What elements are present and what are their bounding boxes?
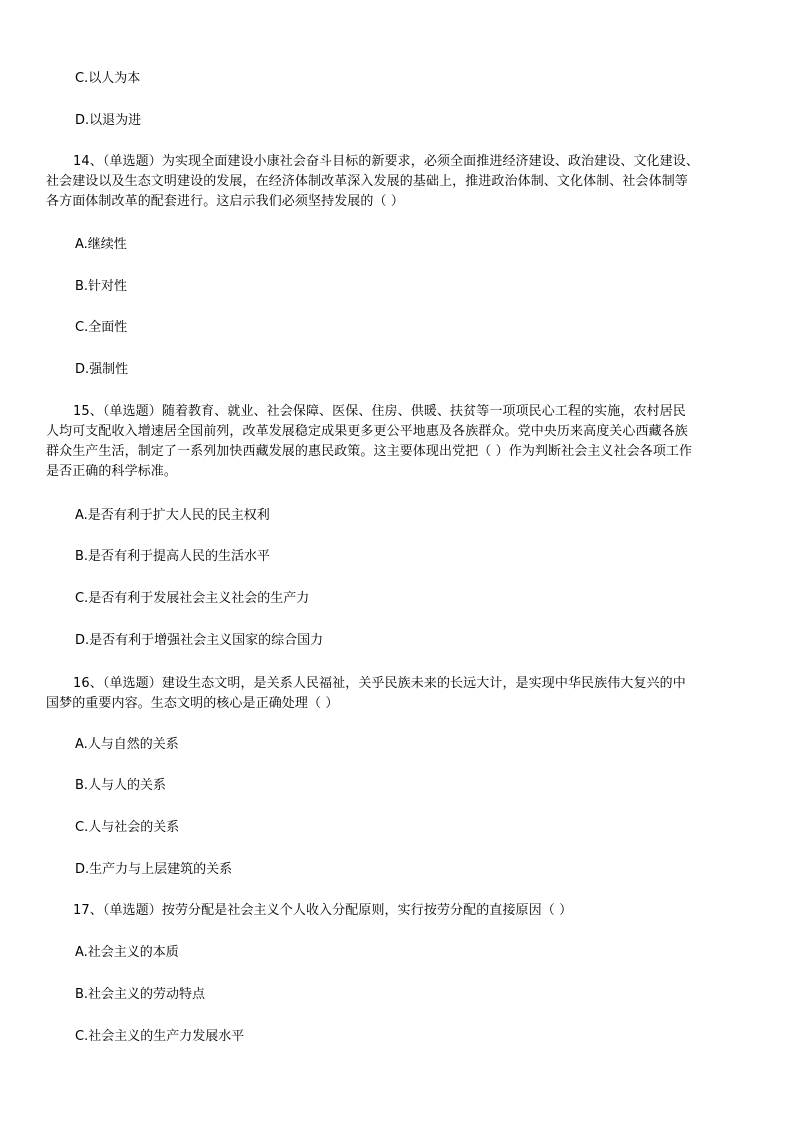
q16-option-b: B.人与人的关系	[75, 778, 167, 793]
q17-option-c: C.社会主义的生产力发展水平	[75, 1029, 245, 1044]
q14-option-d: D.强制性	[75, 362, 129, 377]
q14-option-c: C.全面性	[75, 320, 128, 335]
question-14-line-3: 各方面体制改革的配套进行。这启示我们必须坚持发展的（ ）	[46, 194, 404, 209]
q17-option-b: B.社会主义的劳动特点	[75, 987, 206, 1002]
question-15-line-1: 15、（单选题）随着教育、就业、社会保障、医保、住房、供暖、扶贫等一项项民心工程的实施，农村居民	[73, 404, 686, 419]
question-15	[46, 402, 748, 482]
q13-option-d: D.以退为进	[75, 113, 142, 128]
question-16-line-1: 16、（单选题）建设生态文明，是关系人民福祉，关乎民族未来的长远大计，是实现中华民族伟大复兴的中	[73, 676, 686, 691]
q14-option-b: B.针对性	[75, 279, 128, 294]
question-15-line-2: 人均可支配收入增速居全国前列，改革发展稳定成果更多更公平地惠及各族群众。党中央历来高度关心西藏各族	[46, 424, 688, 439]
q15-option-c: C.是否有利于发展社会主义社会的生产力	[75, 591, 310, 606]
question-16	[46, 674, 748, 714]
q13-option-c: C.以人为本	[75, 71, 141, 86]
question-14-line-2: 社会建设以及生态文明建设的发展，在经济体制改革深入发展的基础上，推进政治体制、文化体制、社会体制等	[46, 174, 688, 189]
question-17	[46, 901, 748, 921]
q16-option-a: A.人与自然的关系	[75, 737, 179, 752]
q14-option-a: A.继续性	[75, 237, 127, 252]
q16-option-d: D.生产力与上层建筑的关系	[75, 862, 233, 877]
q15-option-d: D.是否有利于增强社会主义国家的综合国力	[75, 633, 324, 648]
question-15-line-4: 是否正确的科学标准。	[46, 464, 178, 479]
question-14	[46, 152, 748, 212]
q15-option-b: B.是否有利于提高人民的生活水平	[75, 549, 271, 564]
q15-option-a: A.是否有利于扩大人民的民主权利	[75, 508, 270, 523]
q16-option-c: C.人与社会的关系	[75, 820, 180, 835]
question-15-line-3: 群众生产生活，制定了一系列加快西藏发展的惠民政策。这主要体现出党把（ ）作为判断社会主义社会各项工作	[46, 444, 693, 459]
question-16-line-2: 国梦的重要内容。生态文明的核心是正确处理（ ）	[46, 696, 339, 711]
question-17-line-1: 17、（单选题）按劳分配是社会主义个人收入分配原则，实行按劳分配的直接原因（ ）	[73, 903, 573, 918]
question-14-line-1: 14、（单选题）为实现全面建设小康社会奋斗目标的新要求，必须全面推进经济建设、政治建设、文化建设、	[73, 154, 699, 169]
q17-option-a: A.社会主义的本质	[75, 945, 179, 960]
